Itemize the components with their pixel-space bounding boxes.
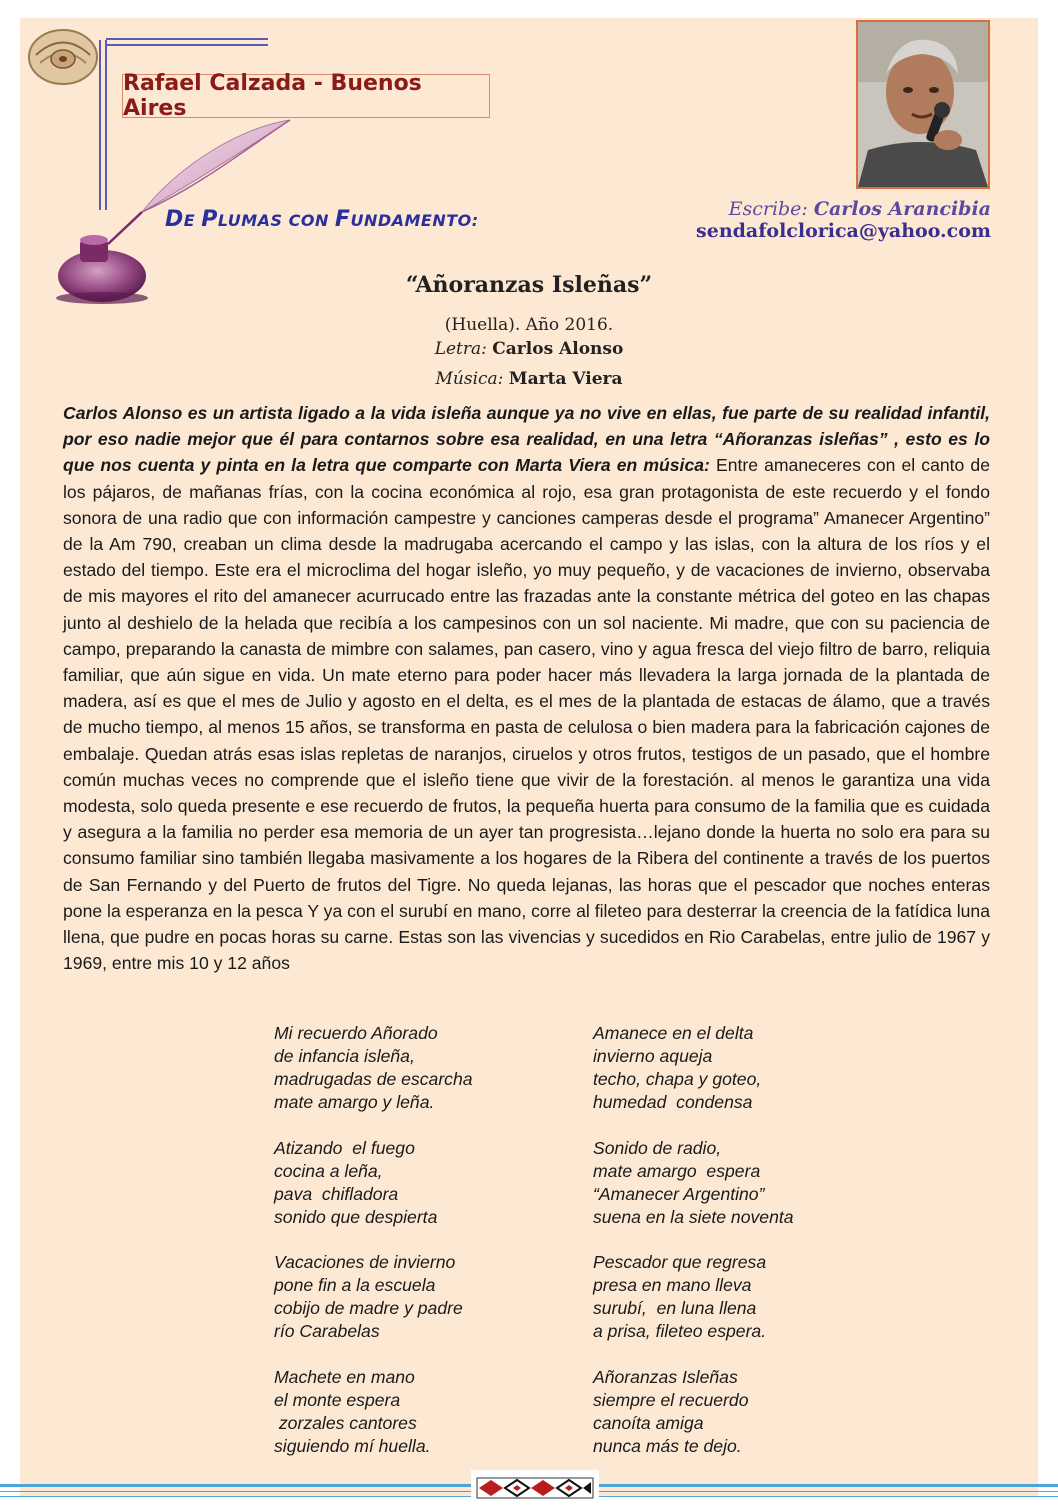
verse-line: Añoranzas Isleñas (593, 1366, 738, 1387)
andean-pattern-icon (471, 1470, 599, 1506)
verse-line: Machete en mano (274, 1366, 415, 1387)
verse-line: nunca más te dejo. (593, 1435, 742, 1456)
section-title (165, 207, 479, 232)
section-title-word: CON (288, 211, 335, 230)
byline-email[interactable]: sendafolclorica@yahoo.com (696, 220, 991, 242)
verse-line: siempre el recuerdo (593, 1389, 749, 1410)
verse-line: siguiendo mí huella. (274, 1435, 431, 1456)
verse-line: madrugadas de escarcha (274, 1069, 473, 1089)
article-intro: Carlos Alonso es un artista ligado a la vida isleña aunque ya no vive en ellas, fue parte de su realidad infantil, por eso nadie mejor que él para contarnos sobre esa realidad, en una letra “Añoranzas isleñas” , esto es lo que nos cuenta y pinta en la letra que comparte con Marta Viera en música: (63, 403, 990, 476)
verse-line: de infancia isleña, (274, 1046, 415, 1066)
verse-line: cocina a leña, (274, 1160, 383, 1181)
section-title-word: DE (165, 207, 202, 232)
shell-logo-icon (26, 25, 100, 87)
music-author: Marta Viera (508, 369, 623, 389)
music-label: Música: (435, 369, 504, 389)
verse-line: pava chifladora (274, 1183, 399, 1204)
song-title: “Añoranzas Isleñas” (405, 272, 653, 298)
verse-line: mate amargo y leña. (274, 1092, 435, 1112)
location-text: Rafael Calzada - Buenos Aires (123, 71, 422, 121)
song-music-credit (0, 369, 1058, 389)
verse-line: cobijo de madre y padre (274, 1298, 463, 1318)
author-photo (856, 20, 990, 189)
song-lyrics-credit (0, 339, 1058, 359)
stanza (274, 1022, 473, 1114)
location-box (122, 71, 490, 121)
stanza (274, 1137, 473, 1229)
verse-line: zorzales cantores (274, 1412, 417, 1433)
byline (696, 198, 991, 242)
stanza (593, 1022, 794, 1114)
verse-line: humedad condensa (593, 1092, 753, 1112)
verse-line: canoíta amiga (593, 1412, 704, 1433)
byline-author: Carlos Arancibia (813, 198, 991, 220)
decor-line (106, 44, 268, 46)
decor-line (106, 38, 268, 40)
stanza (274, 1366, 473, 1458)
verse-line: a prisa, fileteo espera. (593, 1321, 767, 1341)
verse-line: sonido que despierta (274, 1206, 438, 1227)
stanza (593, 1137, 794, 1229)
verse-line: Atizando el fuego (274, 1137, 415, 1158)
byline-label: Escribe: (728, 198, 808, 220)
verse-line: Mi recuerdo Añorado (274, 1023, 438, 1043)
stanza (593, 1366, 794, 1458)
verse-line: presa en mano lleva (593, 1275, 752, 1295)
lyrics-author: Carlos Alonso (492, 339, 624, 359)
verse-line: “Amanecer Argentino” (593, 1183, 765, 1204)
song-genre-year: (Huella). Año 2016. (444, 315, 614, 335)
article-body (63, 400, 990, 976)
verse-line: el monte espera (274, 1389, 401, 1410)
lyrics-label: Letra: (434, 339, 487, 359)
verse-line: río Carabelas (274, 1321, 380, 1341)
footer-ornament (471, 1470, 599, 1506)
stanza (274, 1251, 473, 1343)
verse-line: Sonido de radio, (593, 1137, 722, 1158)
verse-line: Vacaciones de invierno (274, 1252, 456, 1272)
lyrics-right-column (593, 1022, 794, 1480)
verse-line: suena en la siete noventa (593, 1206, 794, 1227)
verse-line: pone fin a la escuela (274, 1275, 436, 1295)
verse-line: mate amargo espera (593, 1160, 761, 1181)
section-title-word: FUNDAMENTO: (334, 207, 479, 232)
verse-line: surubí, en luna llena (593, 1298, 757, 1318)
verse-line: Amanece en el delta (593, 1023, 754, 1043)
verse-line: Pescador que regresa (593, 1252, 767, 1272)
author-portrait-icon (858, 22, 988, 187)
verse-line: invierno aqueja (593, 1046, 713, 1066)
section-title-word: PLUMAS (201, 207, 289, 232)
article-text: Entre amaneceres con el canto de los pájaros, de mañanas frías, con la cocina económica al rojo, esa gran protagonista de este recuerdo y el fondo sonora de una radio que con información campestre y canciones camperas desde el programa” Amanecer Argentino” de la Am 790, creaban un clima desde la madrugaba acercando el campo y las islas, con la altura de los ríos y el estado del tiempo. Este era el microclima del hogar isleño, yo muy pequeño, y de vacaciones de invierno, observaba de mis mayores el rito del amanecer acurrucado entre las frazadas ante la constante métrica del goteo en las chapas junto al deshielo de la helada que recibía a los campesinos con un sol naciente. Mi madre, que con su paciencia de campo, preparando la canasta de mimbre con salames, pan casero, vino y agua fresca del viejo filtro de barro, reliquia familiar, que aún sigue en vida. Un mate eterno para poder hacer más llevadera la larga jornada de la plantada de madera, así es que el mes de Julio y agosto en el delta, es el mes de la plantada de estacas de álamo, que a través de mucho tiempo, al menos 15 años, se transforma en pasta de celulosa o bien madera para la fabricación cajones de embalaje. Quedan atrás esas islas repletas de naranjos, ciruelos y otros frutos, testigos de un pasado, que el hombre común muchas veces no comprende que el isleño tiene que vivir de la forestación. al menos le garantiza una vida modesta, solo queda presente e ese recuerdo de frutos, la pequeña huerta para consumo de la familia que es cuidada y asegura a la familia no perder esa memoria de un ayer tan progresista…lejano donde la huerta no solo era para su consumo familiar sino también llegaba masivamente a los hogares de la Ribera del continente a través de los puertos de San Fernando y del Puerto de frutos del Tigre. No queda lejanas, las horas que el pescador que noches enteras pone la esperanza en la pesca Y ya con el surubí en mano, corre al fileteo para desterrar la creencia de la fatídica luna llena, que pudre en pocas horas su carne. Estas son las vivencias y sucedidos en Rio Carabelas, entre julio de 1967 y 1969, entre mis 10 y 12 años (63, 455, 990, 974)
byline-author-line (696, 198, 991, 220)
lyrics-left-column (274, 1022, 473, 1480)
verse-line: techo, chapa y goteo, (593, 1069, 762, 1089)
stanza (593, 1251, 794, 1343)
